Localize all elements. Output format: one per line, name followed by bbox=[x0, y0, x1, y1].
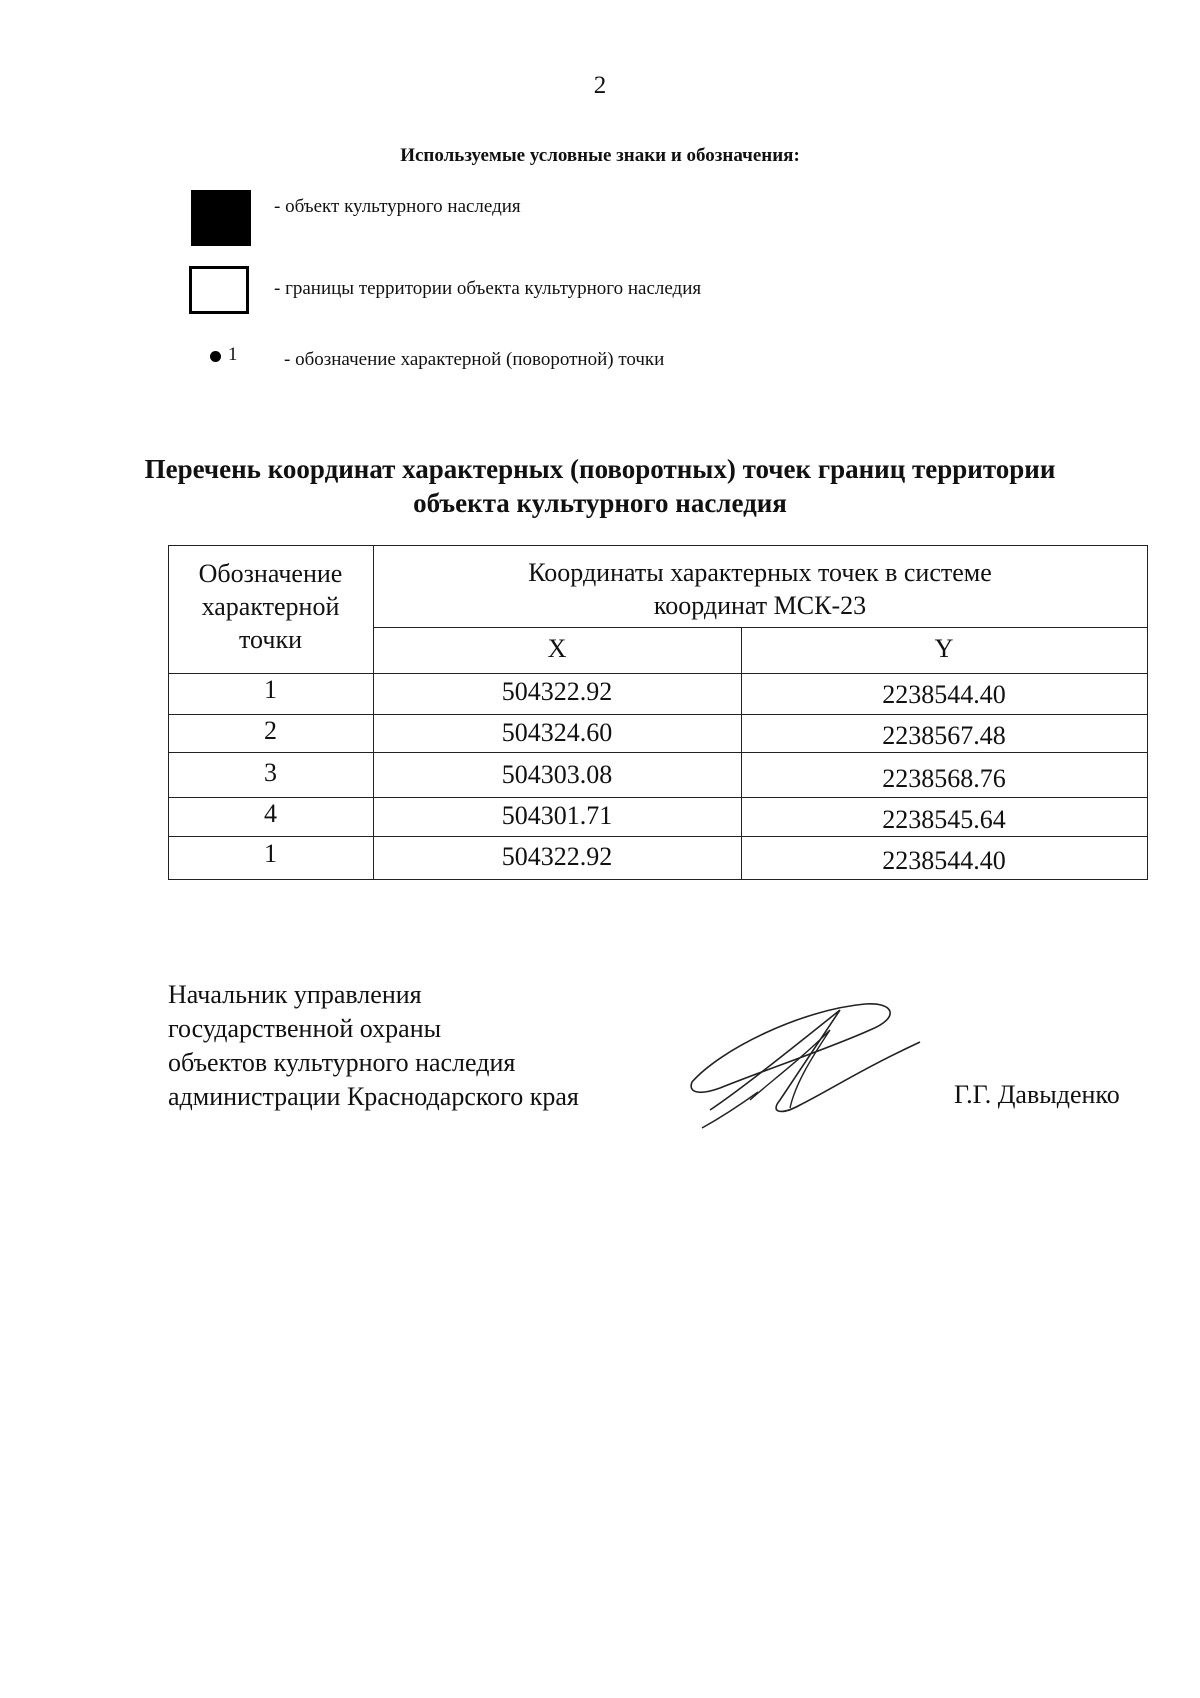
cell-x: 504324.60 bbox=[501, 718, 613, 747]
outline-square-icon bbox=[189, 266, 249, 314]
cell-point: 3 bbox=[264, 758, 277, 787]
signer-position-line: государственной охраны bbox=[168, 1014, 442, 1043]
table-border-bottom bbox=[168, 879, 1148, 880]
group-header-line: координат МСК-23 bbox=[653, 591, 867, 620]
signer-position-line: Начальник управления bbox=[168, 980, 422, 1009]
cell-y: 2238545.64 bbox=[882, 805, 1006, 834]
signer-name: Г.Г. Давыденко bbox=[954, 1080, 1120, 1109]
col-header-point-line: характерной bbox=[201, 592, 340, 621]
signer-position-line: объектов культурного наследия bbox=[168, 1048, 516, 1077]
table-border-top bbox=[168, 545, 1148, 546]
col-header-point-line: точки bbox=[239, 625, 302, 654]
point-dot-icon bbox=[210, 351, 221, 362]
col-header-y: Y bbox=[934, 634, 954, 663]
table-border-header-bottom bbox=[168, 673, 1148, 674]
cell-y: 2238567.48 bbox=[882, 721, 1006, 750]
cell-y: 2238544.40 bbox=[882, 680, 1006, 709]
point-dot-label: 1 bbox=[228, 344, 238, 365]
col-header-point-line: Обозначение bbox=[198, 559, 343, 588]
table-row-divider bbox=[168, 714, 1148, 715]
table-border-group-header bbox=[373, 627, 1148, 628]
cell-x: 504301.71 bbox=[501, 801, 613, 830]
group-header-line: Координаты характерных точек в системе bbox=[528, 558, 992, 587]
col-header-point bbox=[168, 557, 373, 656]
filled-square-icon bbox=[191, 190, 251, 246]
table-row-divider bbox=[168, 797, 1148, 798]
table-row-divider bbox=[168, 836, 1148, 837]
heading-line-1: Перечень координат характерных (поворотных) точек границ территории bbox=[144, 454, 1056, 484]
legend-item-heritage-object: - объект культурного наследия bbox=[274, 196, 521, 217]
signer-position-line: администрации Краснодарского края bbox=[168, 1082, 579, 1111]
cell-x: 504322.92 bbox=[501, 842, 613, 871]
legend-item-turning-point: - обозначение характерной (поворотной) точки bbox=[284, 349, 665, 370]
handwritten-signature bbox=[680, 990, 940, 1140]
cell-point: 1 bbox=[264, 675, 277, 704]
legend-title: Используемые условные знаки и обозначения: bbox=[400, 145, 800, 166]
cell-point: 4 bbox=[264, 799, 277, 828]
cell-point: 2 bbox=[264, 716, 277, 745]
group-header-coordinates bbox=[373, 556, 1147, 622]
page-number: 2 bbox=[593, 72, 607, 99]
coordinates-heading bbox=[0, 452, 1200, 520]
legend-item-territory-boundary: - границы территории объекта культурного наследия bbox=[274, 278, 702, 299]
table-border-right bbox=[1147, 545, 1148, 879]
cell-x: 504322.92 bbox=[501, 677, 613, 706]
heading-line-2: объекта культурного наследия bbox=[413, 488, 787, 518]
cell-y: 2238568.76 bbox=[882, 764, 1006, 793]
table-divider-xy bbox=[741, 627, 742, 879]
cell-x: 504303.08 bbox=[501, 760, 613, 789]
col-header-x: X bbox=[547, 634, 567, 663]
signer-position bbox=[168, 978, 579, 1114]
table-row-divider bbox=[168, 752, 1148, 753]
cell-y: 2238544.40 bbox=[882, 846, 1006, 875]
cell-point: 1 bbox=[264, 839, 277, 868]
